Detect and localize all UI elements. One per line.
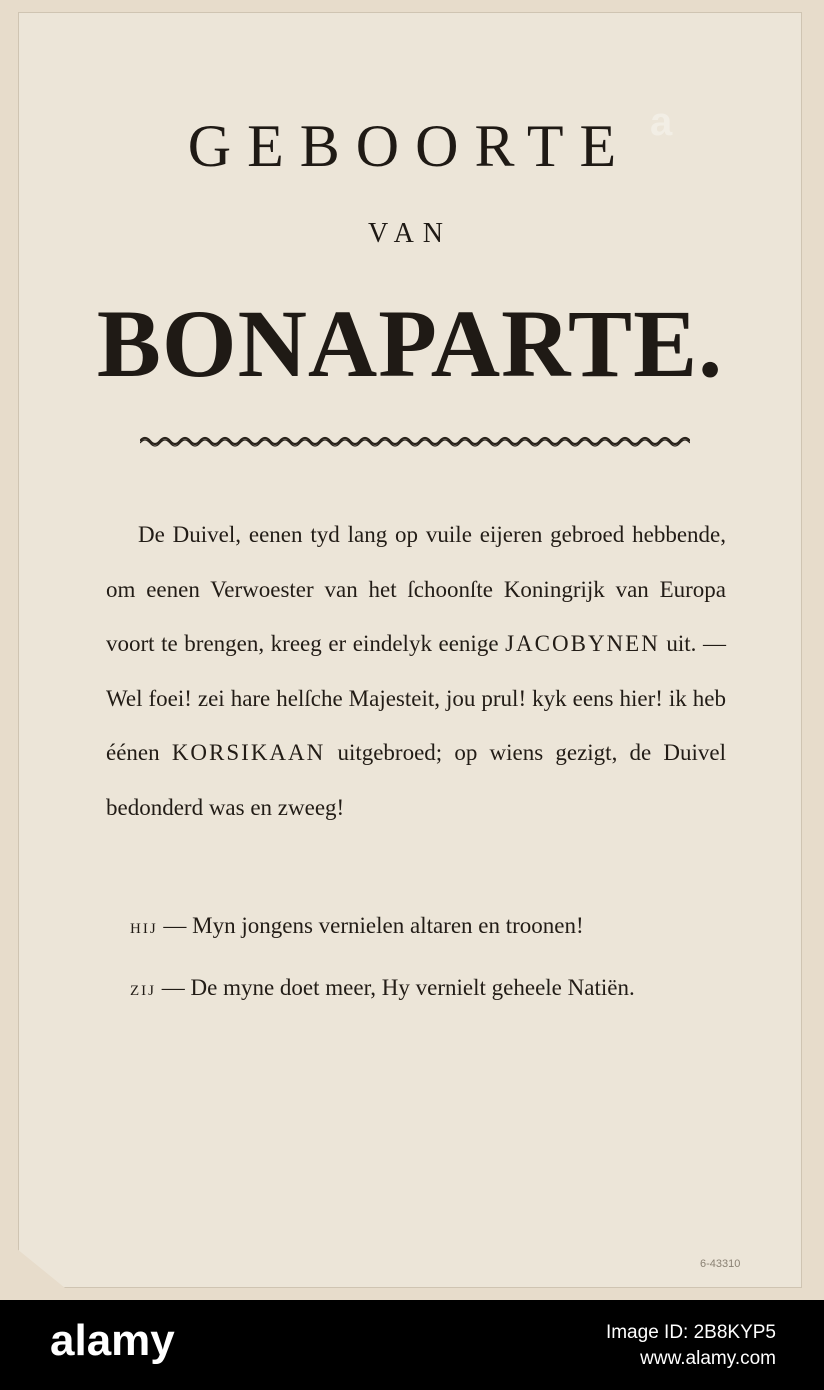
title-line-1: GEBOORTE [187, 113, 633, 179]
paragraph-part-3: uitgebroed; op wiens gezigt, de Duivel bedonderd was en zweeg! [106, 740, 726, 820]
ornamental-rule [140, 434, 690, 448]
paragraph-part-2: uit. — Wel foei! zei hare helſche Majesteit, jou prul! kyk eens hier! ik heb éénen [106, 631, 726, 765]
dialog-line-he [106, 898, 726, 957]
alamy-logo[interactable]: alamy [50, 1316, 175, 1365]
body-paragraph [106, 508, 726, 835]
dialog-text-she: — De myne doet meer, Hy vernielt geheele Natiën. [156, 975, 635, 1000]
title-line-3: BONAPARTE. [96, 290, 724, 397]
korsikaan-word: KORSIKAAN [171, 740, 326, 765]
speaker-he: HIJ [130, 921, 158, 937]
dialog-text-he: — Myn jongens vernielen altaren en troonen! [157, 913, 584, 938]
image-id-block [606, 1320, 776, 1372]
image-id-label: Image ID: 2B8KYP5 [605, 1322, 776, 1343]
catalog-number: 6-43310 [700, 1258, 741, 1270]
paragraph-part-1: De Duivel, eenen tyd lang op vuile eijeren gebroed hebbende, om eenen Verwoester van het ſchoonſte Koningrijk van Europa voort te brengen, kreeg er eindelyk eenige [106, 522, 726, 656]
site-url[interactable]: www.alamy.com [640, 1348, 776, 1369]
title-line-2: VAN [367, 218, 453, 249]
watermark: a [650, 100, 673, 144]
speaker-she: ZIJ [130, 983, 156, 999]
jacobynen-word: JACOBYNEN [505, 631, 660, 656]
dialog-line-she [106, 960, 726, 1019]
